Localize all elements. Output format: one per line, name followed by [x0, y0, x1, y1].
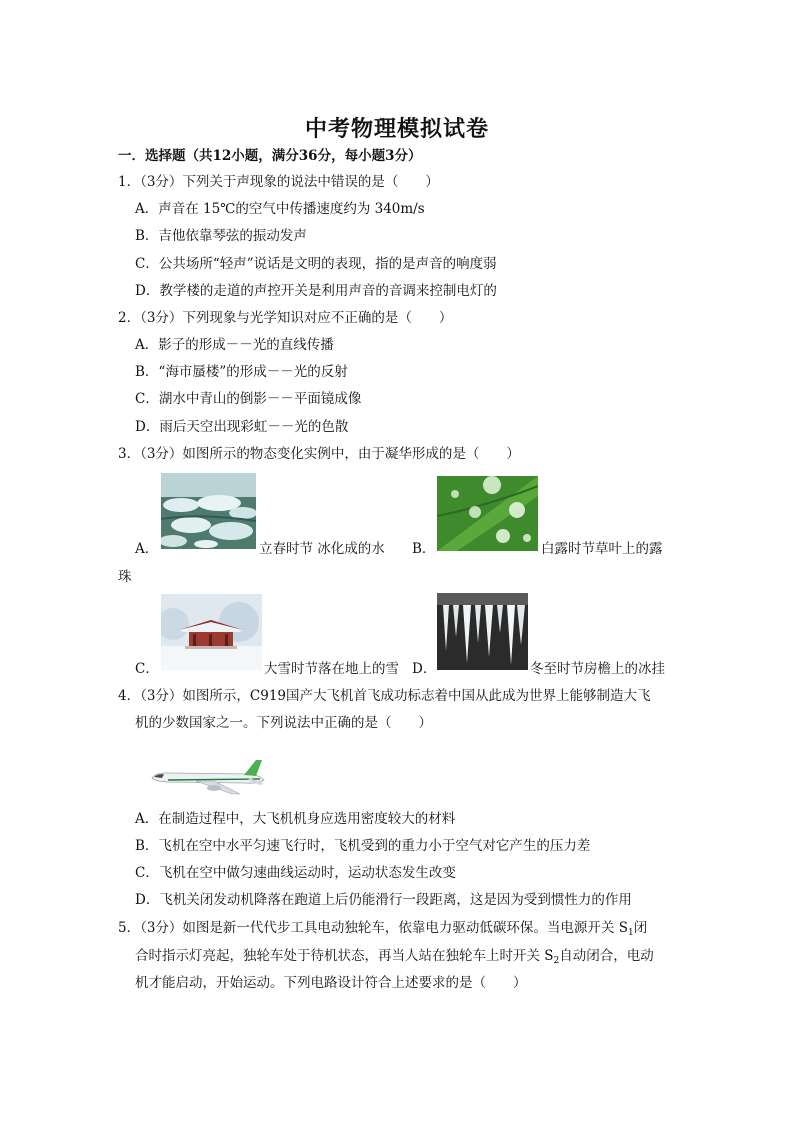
question-2-option-a[interactable]: A．影子的形成－－光的直线传播 [135, 337, 334, 353]
c919-airplane-image [148, 758, 268, 798]
question-1-option-a[interactable]: A．声音在 15℃的空气中传播速度约为 340m/s [135, 201, 425, 217]
icicles-image [437, 593, 528, 670]
dew-on-leaf-image [437, 476, 538, 551]
question-3-option-d-letter[interactable]: D． [412, 661, 437, 677]
question-3-option-a-letter[interactable]: A． [135, 541, 159, 557]
question-1-option-b[interactable]: B．吉他依靠琴弦的振动发声 [135, 228, 307, 244]
melting-ice-image [161, 473, 256, 549]
question-1-option-c[interactable]: C．公共场所“轻声”说话是文明的表现，指的是声音的响度弱 [135, 256, 497, 272]
question-3-stem: 3．（3分）如图所示的物态变化实例中，由于凝华形成的是（ ） [118, 446, 520, 462]
question-3-option-c-letter[interactable]: C． [135, 661, 159, 677]
question-5-stem-line-2-end: 自动闭合，电动 [559, 948, 654, 964]
question-4-option-a[interactable]: A．在制造过程中，大飞机机身应选用密度较大的材料 [135, 811, 456, 827]
question-4-stem-line-2: 机的少数国家之一。下列说法中正确的是（ ） [135, 715, 432, 731]
question-1-option-d[interactable]: D．教学楼的走道的声控开关是利用声音的音调来控制电灯的 [135, 283, 497, 299]
switch-s2-subscript: 2 [553, 956, 560, 966]
question-5-stem-line-1-text: 5．（3分）如图是新一代代步工具电动独轮车，依靠电力驱动低碳环保。当电源开关 S [118, 920, 628, 936]
switch-s1-subscript: 1 [627, 928, 634, 938]
question-3-option-a-label: 立春时节 冰化成的水 [259, 541, 385, 557]
question-2-stem: 2．（3分）下列现象与光学知识对应不正确的是（ ） [118, 310, 453, 326]
snowy-pavilion-image [161, 594, 262, 670]
question-5-stem-line-3: 机才能启动，开始运动。下列电路设计符合上述要求的是（ ） [135, 975, 527, 991]
question-4-stem-line-1: 4．（3分）如图所示，C919国产大飞机首飞成功标志着中国从此成为世界上能够制造大飞 [118, 688, 651, 704]
question-3-option-b-label: 白露时节草叶上的露 [541, 541, 663, 557]
question-5-stem-line-2-text: 合时指示灯亮起，独轮车处于待机状态，再当人站在独轮车上时开关 S [135, 948, 554, 964]
question-2-option-b[interactable]: B．“海市蜃楼”的形成－－光的反射 [135, 364, 348, 380]
question-2-option-c[interactable]: C．湖水中青山的倒影－－平面镜成像 [135, 391, 362, 407]
question-4-option-c[interactable]: C．飞机在空中做匀速曲线运动时，运动状态发生改变 [135, 865, 456, 881]
question-5-stem-line-1-end: 闭 [633, 920, 648, 936]
question-3-option-c-label: 大雪时节落在地上的雪 [264, 661, 399, 677]
question-5-stem-line-2 [135, 946, 654, 971]
question-3-option-b-letter[interactable]: B． [412, 541, 436, 557]
question-4-option-b[interactable]: B．飞机在空中水平匀速飞行时，飞机受到的重力小于空气对它产生的压力差 [135, 838, 591, 854]
question-1-stem: 1．（3分）下列关于声现象的说法中错误的是（ ） [118, 174, 439, 190]
page-title: 中考物理模拟试卷 [304, 116, 489, 142]
question-2-option-d[interactable]: D．雨后天空出现彩虹－－光的色散 [135, 419, 349, 435]
question-3-option-d-label: 冬至时节房檐上的冰挂 [530, 661, 665, 677]
question-3-option-b-label-wrap: 珠 [118, 569, 132, 585]
section-heading: 一．选择题（共12小题，满分36分，每小题3分） [118, 148, 422, 164]
question-4-option-d[interactable]: D．飞机关闭发动机降落在跑道上后仍能滑行一段距离，这是因为受到惯性力的作用 [135, 892, 632, 908]
question-5-stem-line-1 [118, 918, 647, 943]
